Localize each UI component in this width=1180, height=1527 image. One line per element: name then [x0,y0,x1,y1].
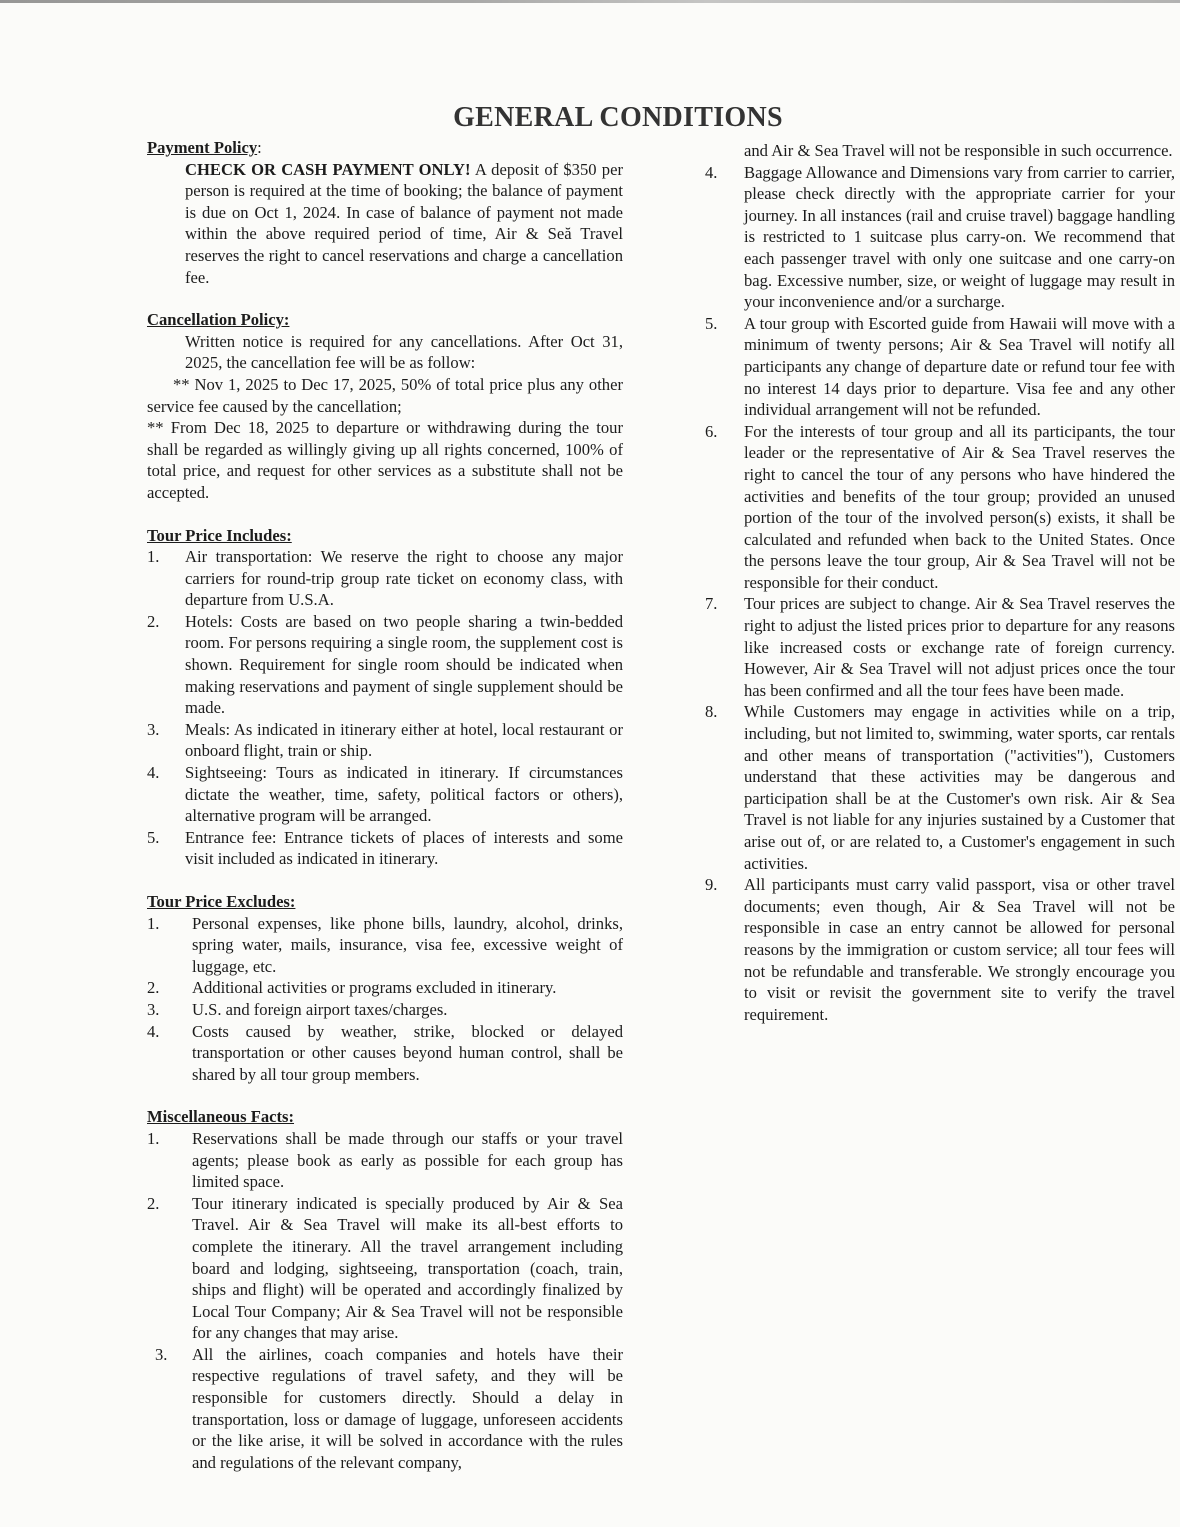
list-item [705,162,1175,313]
list-item [147,913,623,978]
item-text: Tour prices are subject to change. Air & Sea Travel reserves the right to adjust the listed prices prior to departure for any reasons like increased costs or exchange rate of foreign currency. However, Air & Sea Travel will not adjust prices once the tour has been confirmed and all the tour fees have been made. [744,594,1175,700]
item-text: U.S. and foreign airport taxes/charges. [192,999,448,1019]
page-title: GENERAL CONDITIONS [453,102,783,133]
list-item [147,999,623,1021]
item-number: 8. [705,702,718,722]
item-text: Tour itinerary indicated is specially produced by Air & Sea Travel. Air & Sea Travel will make its all-best efforts to complete the itinerary. All the travel arrangement including board and lodging, sightseeing, transportation (coach, train, ships and flight) will be operated and accordingly finalized by Local Tour Company; Air & Sea Travel will not be responsible for any changes that may arise. [192,1193,623,1343]
item-number: 3. [155,1344,168,1364]
item-number: 5. [705,313,718,333]
item-number: 5. [147,827,160,847]
list-item [147,611,623,719]
item-text: All the airlines, coach companies and hotels have their respective regulations of travel safety, and they will be responsible for customers directly. Should a delay in transportation, loss or damage of luggage, unforeseen accidents or the like arise, it will be solved in accordance with the rules and regulations of the relevant company, [192,1344,623,1472]
list-item [147,827,623,870]
item-text: A tour group with Escorted guide from Hawaii will move with a minimum of twenty persons; Air & Sea Travel will notify all participants any change of departure date or refund tour fee with no interest 14 days prior to departure. Visa fee and any other individual arrangement will not be refunded. [744,313,1175,420]
item-number: 2. [147,1193,160,1213]
misc-section [147,1106,623,1473]
item-text: Additional activities or programs excluded in itinerary. [192,978,557,998]
list-item [147,1193,623,1344]
cancellation-policy-section [147,309,623,503]
item-number: 6. [705,421,718,441]
item-number: 3. [147,719,160,739]
list-item [147,546,623,611]
item-text: For the interests of tour group and all its participants, the tour leader or the representative of Air & Sea Travel reserves the right to cancel the tour of any persons who have hindered the activities and benefits of the tour group; provided an unused portion of the tour of the involved person(s) exists, it shall be calculated and refunded when back to the United States. Once the persons leave the tour group, Air & Sea Travel will not be responsible for their conduct. [744,421,1175,592]
item-number: 2. [147,978,160,998]
item-number: 4. [705,162,718,182]
item-text: Costs caused by weather, strike, blocked or delayed transportation or other causes beyond human control, shall be shared by all tour group members. [192,1021,623,1084]
payment-policy-text [147,159,623,289]
item-number: 3. [147,999,160,1019]
item-text: All participants must carry valid passport, visa or other travel documents; even though, Air & Sea Travel will not be responsible in case an entry cannot be allowed for personal reasons by the immigration or custom service; all tour fees will not be refundable and transferable. We strongly encourage you to visit or revisit the government site to verify the travel requirement. [744,875,1175,1024]
list-item [147,719,623,762]
item-number: 4. [147,1021,160,1041]
cancellation-rule-1: ** Nov 1, 2025 to Dec 17, 2025, 50% of total price plus any other service fee caused by the cancellation; [147,374,623,416]
payment-policy-heading: Payment Policy [147,138,258,157]
item-number: 1. [147,547,160,567]
item-number: 2. [147,611,160,631]
includes-heading: Tour Price Includes: [147,525,292,545]
excludes-section [147,891,623,1085]
payment-policy-section: Payment Policy: CHECK OR CASH PAYMENT ONLY! A deposit of $350 per person is required at the time of booking; the balance of payment is due on Oct 1, 2024. In case of balance of payment not made within the above required period of time, Air & Seă Travel reserves the right to cancel reservations and charge a cancellation fee. [147,138,623,287]
list-item [705,874,1175,1025]
includes-section [147,525,623,871]
left-column [147,137,623,1494]
right-column [705,140,1175,1025]
cancellation-policy-heading: Cancellation Policy: [147,310,290,330]
list-item [147,1128,623,1193]
list-item [705,701,1175,874]
item-text: Sightseeing: Tours as indicated in itinerary. If circumstances dictate the weather, time, safety, political factors or others), alternative program will be arranged. [185,763,623,826]
excludes-heading: Tour Price Excludes: [147,892,296,911]
item-text: Baggage Allowance and Dimensions vary from carrier to carrier, please check directly with the appropriate carrier for your journey. In all instances (rail and cruise travel) baggage handling is restricted to 1 suitcase plus carry-on. We recommend that each passenger travel with only one suitcase and one carry-on bag. Excessive number, size, or weight of luggage may result in your inconvenience and/or a surcharge. [744,162,1175,312]
cancellation-intro: Written notice is required for any cancellations. After Oct 31, 2025, the cancellation fee will be as follow: [185,331,623,373]
item-text: Entrance fee: Entrance tickets of places of interests and some visit included as indicated in itinerary. [185,827,623,869]
cancellation-rule-2: ** From Dec 18, 2025 to departure or withdrawing during the tour shall be regarded as willingly giving up all rights concerned, 100% of total price, and request for other services as a substitute shall not be accepted. [147,418,623,502]
item-number: 9. [705,875,718,895]
item-text: Personal expenses, like phone bills, laundry, alcohol, drinks, spring water, mails, insurance, visa fee, excessive weight of luggage, etc. [192,913,623,976]
item-text: While Customers may engage in activities while on a trip, including, but not limited to, swimming, water sports, car rentals and other means of transportation ("activities"), Customers understand that these activities may be dangerous and participation shall be at the Customer's own risk. Air & Sea Travel is not liable for any injuries sustained by a Customer that arise out of, or are related to, a Customer's engagement in such activities. [744,702,1175,873]
list-item [705,313,1175,421]
list-item [147,762,623,827]
misc-continuation: and Air & Sea Travel will not be responsible in such occurrence. [744,141,1173,160]
list-item [147,1344,623,1474]
list-item [147,977,623,999]
item-text: Hotels: Costs are based on two people sharing a twin-bedded room. For persons requiring a single room, the supplement cost is shown. Requirement for single room should be indicated when making reservations and payment of single supplement should be made. [185,611,623,718]
list-item [705,593,1175,701]
scan-edge [0,0,1180,3]
item-text: Air transportation: We reserve the right to choose any major carriers for round-trip group rate ticket on economy class, with departure from U.S.A. [185,547,623,610]
list-item [147,1021,623,1086]
list-item [705,421,1175,594]
payment-lead: CHECK OR CASH PAYMENT ONLY! [185,159,471,179]
item-number: 4. [147,763,160,783]
item-text: Meals: As indicated in itinerary either at hotel, local restaurant or onboard flight, train or ship. [185,719,623,761]
item-number: 1. [147,913,160,933]
item-text: Reservations shall be made through our staffs or your travel agents; please book as early as possible for each group has limited space. [192,1128,623,1192]
item-number: 7. [705,594,718,614]
payment-body: A deposit of $350 per person is required at the time of booking; the balance of payment is due on Oct 1, 2024. In case of balance of payment not made within the above required period of time, Air & Seă Travel reserves the right to cancel reservations and charge a cancellation fee. [185,159,623,287]
misc-heading: Miscellaneous Facts: [147,1107,295,1127]
item-number: 1. [147,1128,160,1148]
